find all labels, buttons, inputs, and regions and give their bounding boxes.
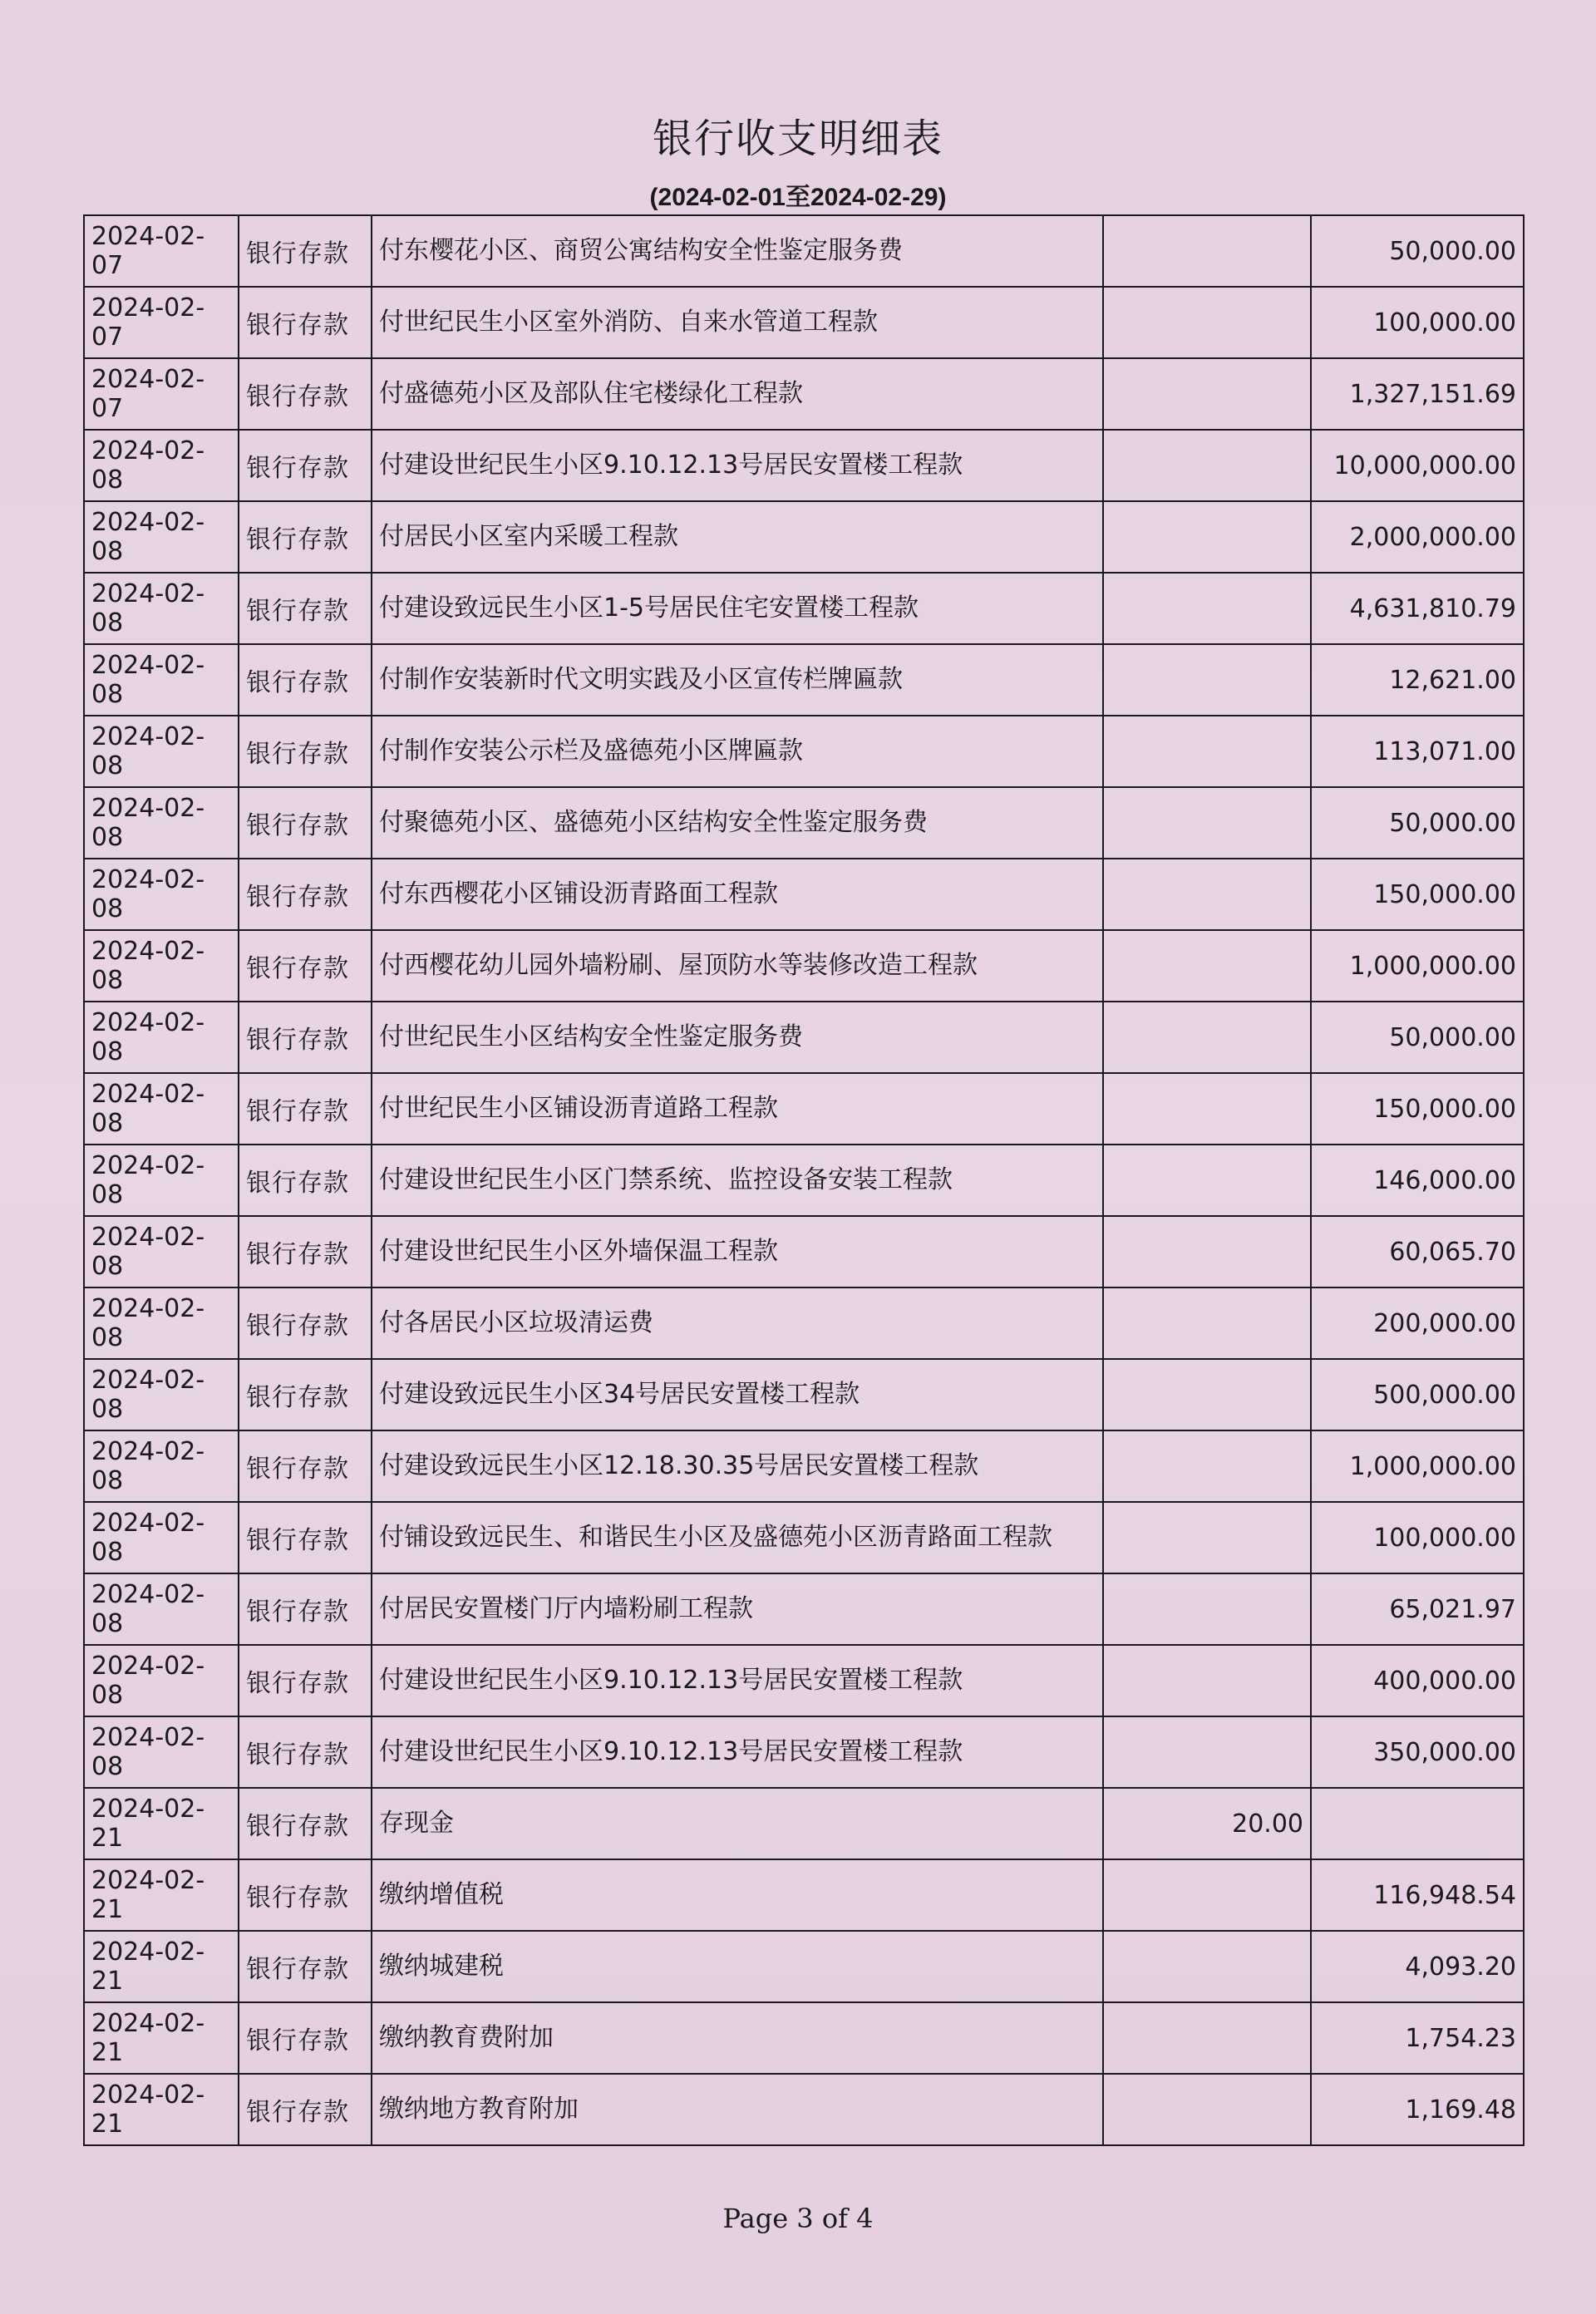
page-number-footer: Page 3 of 4: [722, 2203, 874, 2234]
description-cell: 付建设世纪民生小区9.10.12.13号居民安置楼工程款: [372, 430, 1103, 501]
date-cell: 2024-02-08: [84, 1002, 239, 1073]
debit-amount-cell: [1103, 430, 1311, 501]
debit-amount-cell: [1103, 859, 1311, 930]
account-cell: 银行存款: [239, 287, 372, 358]
debit-amount-cell: [1103, 1216, 1311, 1287]
credit-amount-cell: 1,000,000.00: [1311, 1430, 1524, 1502]
debit-amount-cell: [1103, 1002, 1311, 1073]
credit-amount-cell: 1,327,151.69: [1311, 358, 1524, 430]
account-cell: 银行存款: [239, 1931, 372, 2002]
table-row: [84, 930, 1524, 1002]
table-row: [84, 1859, 1524, 1931]
table-row: [84, 1573, 1524, 1645]
date-cell: 2024-02-08: [84, 1359, 239, 1430]
date-cell: 2024-02-08: [84, 1430, 239, 1502]
date-cell: 2024-02-07: [84, 287, 239, 358]
table-row: [84, 644, 1524, 716]
account-cell: 银行存款: [239, 501, 372, 573]
account-cell: 银行存款: [239, 859, 372, 930]
credit-amount-cell: 500,000.00: [1311, 1359, 1524, 1430]
debit-amount-cell: [1103, 716, 1311, 787]
description-cell: 付世纪民生小区室外消防、自来水管道工程款: [372, 287, 1103, 358]
description-cell: 付建设致远民生小区1-5号居民住宅安置楼工程款: [372, 573, 1103, 644]
description-cell: 付制作安装新时代文明实践及小区宣传栏牌匾款: [372, 644, 1103, 716]
credit-amount-cell: 350,000.00: [1311, 1716, 1524, 1788]
table-row: [84, 787, 1524, 859]
date-cell: 2024-02-08: [84, 716, 239, 787]
credit-amount-cell: 12,621.00: [1311, 644, 1524, 716]
account-cell: 银行存款: [239, 1073, 372, 1145]
account-cell: 银行存款: [239, 1002, 372, 1073]
credit-amount-cell: 150,000.00: [1311, 1073, 1524, 1145]
table-row: [84, 430, 1524, 501]
description-cell: 付西樱花幼儿园外墙粉刷、屋顶防水等装修改造工程款: [372, 930, 1103, 1002]
table-row: [84, 1073, 1524, 1145]
credit-amount-cell: 50,000.00: [1311, 787, 1524, 859]
date-cell: 2024-02-08: [84, 930, 239, 1002]
table-row: [84, 859, 1524, 930]
description-cell: 缴纳增值税: [372, 1859, 1103, 1931]
table-row: [84, 501, 1524, 573]
debit-amount-cell: [1103, 1716, 1311, 1788]
account-cell: 银行存款: [239, 1859, 372, 1931]
debit-amount-cell: [1103, 1287, 1311, 1359]
credit-amount-cell: 2,000,000.00: [1311, 501, 1524, 573]
debit-amount-cell: [1103, 787, 1311, 859]
description-cell: 付盛德苑小区及部队住宅楼绿化工程款: [372, 358, 1103, 430]
table-row: [84, 1502, 1524, 1573]
date-cell: 2024-02-08: [84, 501, 239, 573]
description-cell: 付居民安置楼门厅内墙粉刷工程款: [372, 1573, 1103, 1645]
table-row: [84, 716, 1524, 787]
date-cell: 2024-02-08: [84, 859, 239, 930]
description-cell: 付居民小区室内采暖工程款: [372, 501, 1103, 573]
account-cell: 银行存款: [239, 215, 372, 287]
description-cell: 付建设世纪民生小区门禁系统、监控设备安装工程款: [372, 1145, 1103, 1216]
debit-amount-cell: [1103, 1073, 1311, 1145]
table-row: [84, 358, 1524, 430]
account-cell: 银行存款: [239, 2074, 372, 2145]
description-cell: 缴纳地方教育附加: [372, 2074, 1103, 2145]
description-cell: 缴纳教育费附加: [372, 2002, 1103, 2074]
description-cell: 付制作安装公示栏及盛德苑小区牌匾款: [372, 716, 1103, 787]
description-cell: 付聚德苑小区、盛德苑小区结构安全性鉴定服务费: [372, 787, 1103, 859]
table-row: [84, 1359, 1524, 1430]
description-cell: 付建设世纪民生小区9.10.12.13号居民安置楼工程款: [372, 1645, 1103, 1716]
debit-amount-cell: [1103, 2002, 1311, 2074]
credit-amount-cell: 400,000.00: [1311, 1645, 1524, 1716]
debit-amount-cell: [1103, 1145, 1311, 1216]
credit-amount-cell: 50,000.00: [1311, 1002, 1524, 1073]
table-row: [84, 1145, 1524, 1216]
date-cell: 2024-02-08: [84, 573, 239, 644]
table-row: [84, 1931, 1524, 2002]
debit-amount-cell: [1103, 215, 1311, 287]
date-cell: 2024-02-08: [84, 1216, 239, 1287]
date-cell: 2024-02-08: [84, 1073, 239, 1145]
account-cell: 银行存款: [239, 1573, 372, 1645]
account-cell: 银行存款: [239, 1216, 372, 1287]
table-row: [84, 287, 1524, 358]
description-cell: 付世纪民生小区结构安全性鉴定服务费: [372, 1002, 1103, 1073]
credit-amount-cell: 100,000.00: [1311, 1502, 1524, 1573]
description-cell: 付世纪民生小区铺设沥青道路工程款: [372, 1073, 1103, 1145]
table-row: [84, 1716, 1524, 1788]
description-cell: 付建设世纪民生小区外墙保温工程款: [372, 1216, 1103, 1287]
credit-amount-cell: 4,093.20: [1311, 1931, 1524, 2002]
ledger-table: [83, 214, 1525, 2146]
debit-amount-cell: [1103, 1430, 1311, 1502]
table-row: [84, 1788, 1524, 1859]
table-row: [84, 1287, 1524, 1359]
credit-amount-cell: 1,000,000.00: [1311, 930, 1524, 1002]
debit-amount-cell: [1103, 1573, 1311, 1645]
table-row: [84, 2002, 1524, 2074]
date-cell: 2024-02-08: [84, 1573, 239, 1645]
debit-amount-cell: [1103, 1359, 1311, 1430]
debit-amount-cell: [1103, 573, 1311, 644]
table-row: [84, 1645, 1524, 1716]
page-title: 银行收支明细表: [652, 116, 943, 162]
debit-amount-cell: [1103, 287, 1311, 358]
debit-amount-cell: [1103, 2074, 1311, 2145]
description-cell: 付建设致远民生小区34号居民安置楼工程款: [372, 1359, 1103, 1430]
debit-amount-cell: 20.00: [1103, 1788, 1311, 1859]
credit-amount-cell: 113,071.00: [1311, 716, 1524, 787]
date-cell: 2024-02-21: [84, 1859, 239, 1931]
credit-amount-cell: 10,000,000.00: [1311, 430, 1524, 501]
credit-amount-cell: [1311, 1788, 1524, 1859]
date-cell: 2024-02-08: [84, 430, 239, 501]
account-cell: 银行存款: [239, 573, 372, 644]
account-cell: 银行存款: [239, 1430, 372, 1502]
debit-amount-cell: [1103, 1931, 1311, 2002]
credit-amount-cell: 1,169.48: [1311, 2074, 1524, 2145]
date-cell: 2024-02-21: [84, 1931, 239, 2002]
account-cell: 银行存款: [239, 1145, 372, 1216]
description-cell: 缴纳城建税: [372, 1931, 1103, 2002]
credit-amount-cell: 100,000.00: [1311, 287, 1524, 358]
description-cell: 付铺设致远民生、和谐民生小区及盛德苑小区沥青路面工程款: [372, 1502, 1103, 1573]
date-cell: 2024-02-07: [84, 215, 239, 287]
table-row: [84, 1002, 1524, 1073]
date-cell: 2024-02-08: [84, 1502, 239, 1573]
description-cell: 付东樱花小区、商贸公寓结构安全性鉴定服务费: [372, 215, 1103, 287]
account-cell: 银行存款: [239, 2002, 372, 2074]
account-cell: 银行存款: [239, 644, 372, 716]
account-cell: 银行存款: [239, 430, 372, 501]
date-cell: 2024-02-08: [84, 1287, 239, 1359]
table-row: [84, 2074, 1524, 2145]
credit-amount-cell: 116,948.54: [1311, 1859, 1524, 1931]
debit-amount-cell: [1103, 1502, 1311, 1573]
description-cell: 付建设世纪民生小区9.10.12.13号居民安置楼工程款: [372, 1716, 1103, 1788]
debit-amount-cell: [1103, 1859, 1311, 1931]
account-cell: 银行存款: [239, 1716, 372, 1788]
ledger-body: [84, 215, 1524, 2145]
table-row: [84, 215, 1524, 287]
credit-amount-cell: 146,000.00: [1311, 1145, 1524, 1216]
credit-amount-cell: 50,000.00: [1311, 215, 1524, 287]
account-cell: 银行存款: [239, 1502, 372, 1573]
description-cell: 付建设致远民生小区12.18.30.35号居民安置楼工程款: [372, 1430, 1103, 1502]
credit-amount-cell: 150,000.00: [1311, 859, 1524, 930]
date-range-subtitle: (2024-02-01至2024-02-29): [649, 184, 947, 211]
table-row: [84, 1430, 1524, 1502]
credit-amount-cell: 60,065.70: [1311, 1216, 1524, 1287]
account-cell: 银行存款: [239, 1287, 372, 1359]
description-cell: 付各居民小区垃圾清运费: [372, 1287, 1103, 1359]
description-cell: 付东西樱花小区铺设沥青路面工程款: [372, 859, 1103, 930]
debit-amount-cell: [1103, 644, 1311, 716]
credit-amount-cell: 200,000.00: [1311, 1287, 1524, 1359]
date-cell: 2024-02-21: [84, 2074, 239, 2145]
date-cell: 2024-02-08: [84, 1645, 239, 1716]
date-cell: 2024-02-21: [84, 1788, 239, 1859]
account-cell: 银行存款: [239, 358, 372, 430]
credit-amount-cell: 65,021.97: [1311, 1573, 1524, 1645]
account-cell: 银行存款: [239, 716, 372, 787]
date-cell: 2024-02-08: [84, 1716, 239, 1788]
date-cell: 2024-02-08: [84, 644, 239, 716]
debit-amount-cell: [1103, 1645, 1311, 1716]
account-cell: 银行存款: [239, 1788, 372, 1859]
account-cell: 银行存款: [239, 1645, 372, 1716]
account-cell: 银行存款: [239, 930, 372, 1002]
date-cell: 2024-02-08: [84, 1145, 239, 1216]
credit-amount-cell: 4,631,810.79: [1311, 573, 1524, 644]
table-row: [84, 573, 1524, 644]
debit-amount-cell: [1103, 930, 1311, 1002]
table-row: [84, 1216, 1524, 1287]
debit-amount-cell: [1103, 358, 1311, 430]
debit-amount-cell: [1103, 501, 1311, 573]
date-cell: 2024-02-07: [84, 358, 239, 430]
date-cell: 2024-02-08: [84, 787, 239, 859]
account-cell: 银行存款: [239, 1359, 372, 1430]
date-cell: 2024-02-21: [84, 2002, 239, 2074]
account-cell: 银行存款: [239, 787, 372, 859]
description-cell: 存现金: [372, 1788, 1103, 1859]
credit-amount-cell: 1,754.23: [1311, 2002, 1524, 2074]
